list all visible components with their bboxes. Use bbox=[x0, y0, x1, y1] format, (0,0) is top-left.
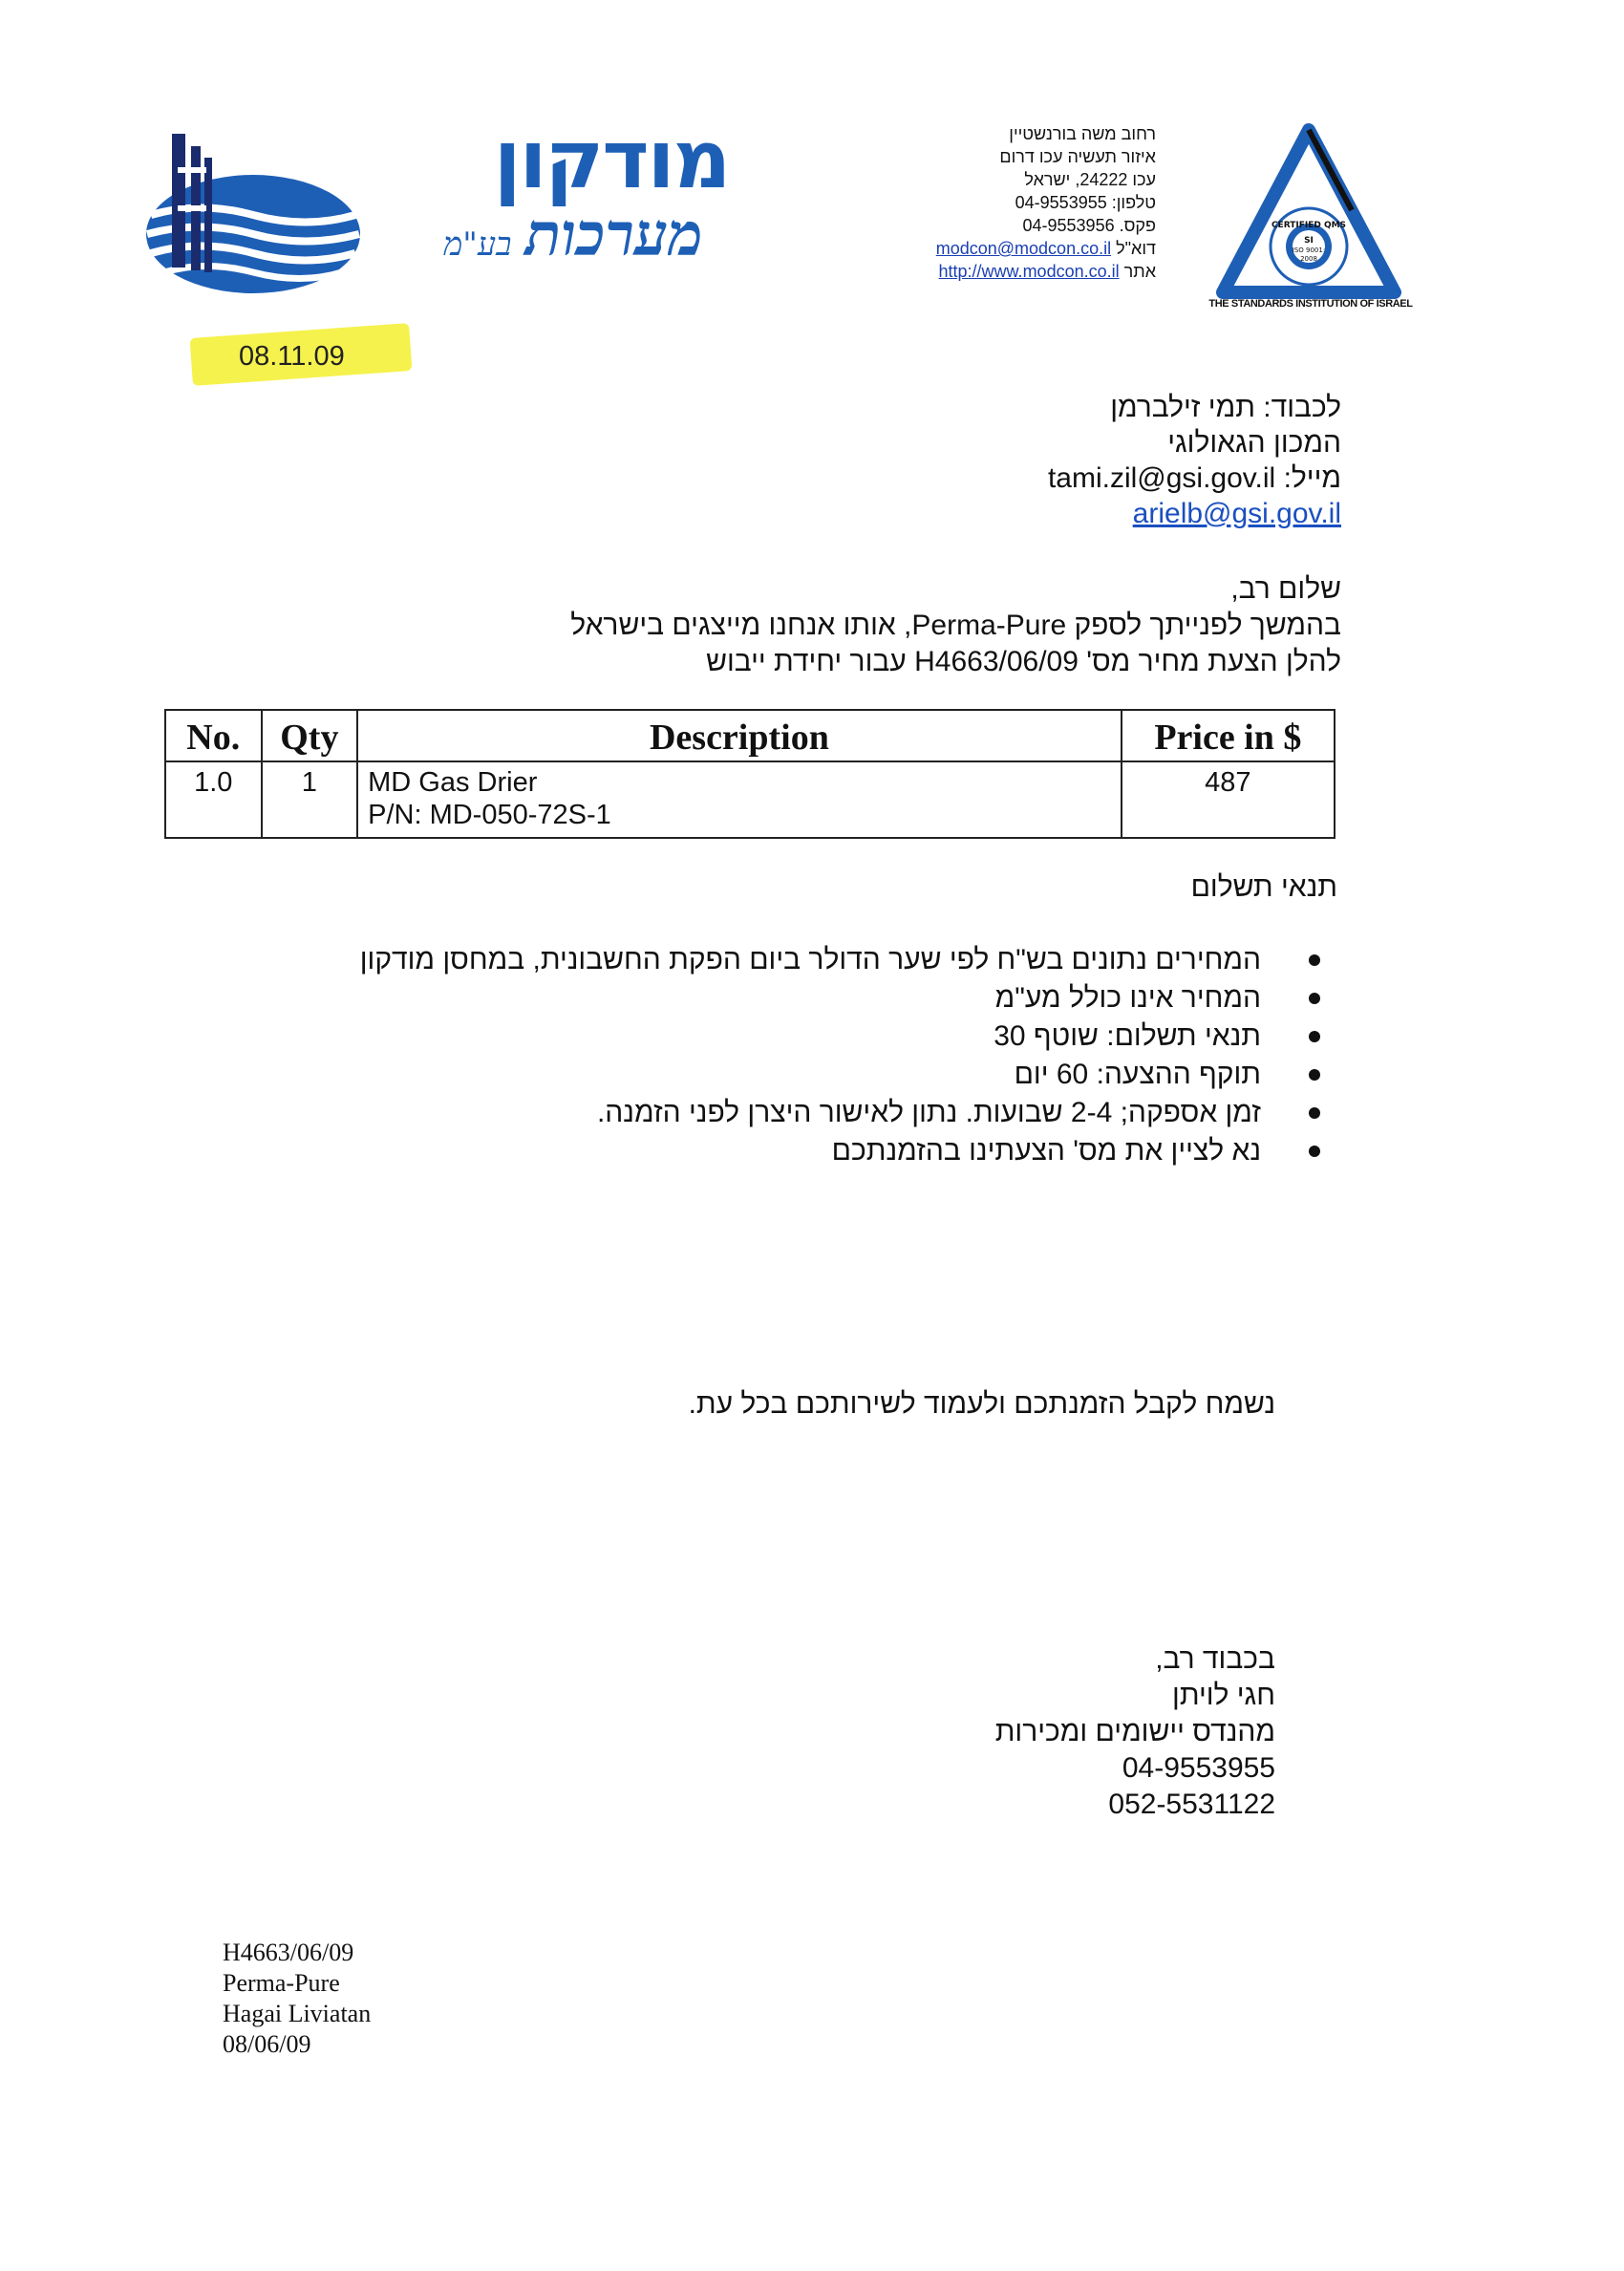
company-email-label: דוא"ל bbox=[1116, 239, 1156, 258]
bullet-icon bbox=[1309, 1069, 1320, 1081]
header-no: No. bbox=[165, 710, 262, 761]
cell-qty: 1 bbox=[262, 761, 358, 838]
list-item bbox=[287, 1056, 1299, 1094]
signature-name: חגי לויתן bbox=[1172, 1680, 1275, 1711]
company-subtitle bbox=[344, 200, 802, 269]
cert-standard: ISO 9001: bbox=[1292, 246, 1326, 254]
table-header-row bbox=[165, 710, 1335, 761]
recipient-name: לכבוד: תמי זילברמן bbox=[1110, 392, 1341, 423]
footer-quote-number: H4663/06/09 bbox=[223, 1939, 354, 1966]
term-text: נא לציין את מס' הצעתינו בהזמנתכם bbox=[831, 1135, 1261, 1167]
item-name: MD Gas Drier bbox=[368, 767, 538, 798]
term-text: תוקף ההצעה: 60 יום bbox=[1014, 1059, 1261, 1090]
header-price: Price in $ bbox=[1122, 710, 1335, 761]
company-subtitle-text: מערכות bbox=[524, 200, 703, 269]
greeting: שלום רב, bbox=[1230, 573, 1341, 605]
intro-paragraph bbox=[287, 571, 1341, 680]
address-line: איזור תעשיה עכו דרום bbox=[999, 147, 1156, 166]
list-item bbox=[287, 1094, 1299, 1132]
item-part-number: P/N: MD-050-72S-1 bbox=[368, 800, 611, 830]
bullet-icon bbox=[1309, 993, 1320, 1004]
document-date: 08.11.09 bbox=[239, 341, 345, 372]
bullet-icon bbox=[1309, 954, 1320, 966]
intro-line: בהמשך לפנייתך לספק Perma-Pure, אותו אנחנו מייצגים בישראל bbox=[570, 610, 1341, 641]
cert-caption: THE STANDARDS INSTITUTION OF ISRAEL bbox=[1208, 298, 1413, 310]
address-line: פקס. 04-9553956 bbox=[1022, 216, 1156, 235]
signature-regards: בכבוד רב, bbox=[1155, 1643, 1275, 1675]
term-text: זמן אספקה; 2-4 שבועות. נתון לאישור היצרן לפני הזמנה. bbox=[596, 1097, 1261, 1128]
list-item bbox=[287, 941, 1299, 979]
term-text: המחיר אינו כולל מע"מ bbox=[994, 982, 1261, 1014]
footer-date: 08/06/09 bbox=[223, 2030, 311, 2058]
intro-line: להלן הצעת מחיר מס' H4663/06/09 עבור יחידת ייבוש bbox=[706, 646, 1341, 677]
company-website-label: אתר bbox=[1123, 262, 1156, 281]
bullet-icon bbox=[1309, 1107, 1320, 1119]
company-email-row bbox=[860, 237, 1156, 260]
recipient-organization: המכון הגאולוגי bbox=[1167, 427, 1341, 459]
signature-phone: 04-9553955 bbox=[1122, 1752, 1275, 1784]
iso-certification-logo bbox=[1213, 122, 1404, 323]
signature-mobile: 052-5531122 bbox=[1108, 1789, 1275, 1820]
recipient-email-label: מייל: bbox=[1275, 462, 1341, 494]
company-name: מודקון bbox=[493, 113, 730, 206]
terms-heading: תנאי תשלום bbox=[1190, 871, 1337, 903]
company-website-row bbox=[860, 260, 1156, 283]
address-line: עכו 24222, ישראל bbox=[1024, 170, 1156, 189]
company-email-link[interactable]: modcon@modcon.co.il bbox=[935, 239, 1112, 258]
term-text: המחירים נתונים בש"ח לפי שער הדולר ביום הפקת החשבונית, במחסן מודקון bbox=[359, 944, 1261, 975]
bullet-icon bbox=[1309, 1146, 1320, 1157]
closing-note: נשמח לקבל הזמנתכם ולעמוד לשירותכם בכל עת. bbox=[688, 1388, 1275, 1420]
header-qty: Qty bbox=[262, 710, 358, 761]
signature-title: מהנדס יישומים ומכירות bbox=[994, 1716, 1275, 1747]
list-item bbox=[287, 979, 1299, 1018]
cell-description bbox=[357, 761, 1122, 838]
cell-price: 487 bbox=[1122, 761, 1335, 838]
company-website-link[interactable]: http://www.modcon.co.il bbox=[938, 262, 1120, 281]
table-row bbox=[165, 761, 1335, 838]
term-text: תנאי תשלום: שוטף 30 bbox=[994, 1020, 1261, 1052]
cell-no: 1.0 bbox=[165, 761, 262, 838]
cc-email-link[interactable]: arielb@gsi.gov.il bbox=[1132, 498, 1341, 529]
recipient-email-row bbox=[860, 461, 1341, 496]
footer-reference bbox=[223, 1938, 605, 2060]
list-item bbox=[287, 1018, 1299, 1056]
cert-ring-text: CERTIFIED QMS bbox=[1271, 221, 1347, 230]
recipient-block bbox=[860, 390, 1341, 531]
company-subtitle-suffix: בע"מ bbox=[443, 225, 512, 264]
cert-year: 2008 bbox=[1300, 255, 1317, 263]
address-line: רחוב משה בורנשטיין bbox=[1009, 124, 1156, 143]
footer-author: Hagai Liviatan bbox=[223, 2000, 372, 2027]
header-description: Description bbox=[357, 710, 1122, 761]
quote-items-table bbox=[164, 709, 1336, 839]
footer-supplier: Perma-Pure bbox=[223, 1969, 340, 1997]
company-logo-emblem bbox=[143, 129, 363, 301]
recipient-email: tami.zil@gsi.gov.il bbox=[1047, 462, 1276, 494]
company-address bbox=[860, 122, 1156, 283]
address-line: טלפון: 04-9553955 bbox=[1015, 193, 1156, 212]
list-item bbox=[287, 1132, 1299, 1170]
terms-list bbox=[287, 941, 1299, 1170]
bullet-icon bbox=[1309, 1031, 1320, 1042]
signature-block bbox=[860, 1641, 1275, 1823]
cert-code: SI bbox=[1304, 236, 1314, 246]
